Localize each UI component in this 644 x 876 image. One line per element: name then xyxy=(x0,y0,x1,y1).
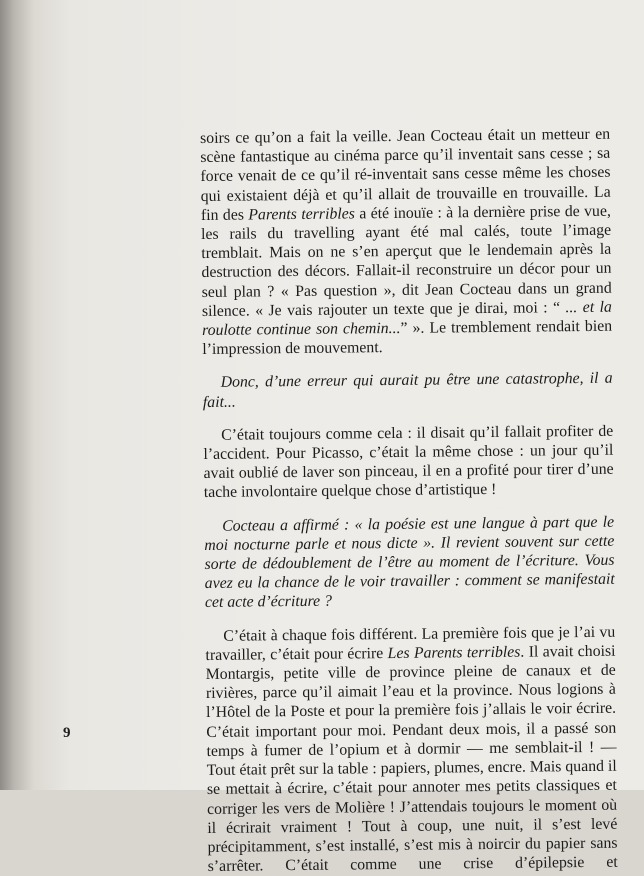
text-run: Donc, d’une erreur qui aurait pu être une catastrophe, il a fait... xyxy=(202,370,613,411)
italic-run: Les Parents terribles xyxy=(387,643,521,662)
text-run: C’était à chaque fois différent. La première fois que je l’ai vu travailler, c’était pour écrire xyxy=(205,623,616,664)
answer-paragraph xyxy=(205,622,618,876)
question-paragraph xyxy=(204,512,615,612)
text-run: a été inouïe : à la dernière prise de vue, les rails du travelling ayant été mal calés, toute l’image tremblait. Mais on ne s’en aperçut que le lendemain après la destruction des décors. Fallait-il reconstruire un décor pour un seul plan ? « Pas question », dit Jean Cocteau dans un grand silence. « Je vais rajouter un texte que je dirai, moi : “ xyxy=(201,202,612,320)
show-through-text xyxy=(250,95,580,121)
text-run: soirs ce qu’on a fait la veille. Jean Cocteau était un metteur en scène fantastique au cinéma parce qu’il inventait sans cesse ; sa force venait de ce qu’il ré-inventait sans cesse même les choses qui existaient déjà et qu’il allait de trouvaille en trouvaille. La fin des xyxy=(200,125,611,224)
italic-run: Parents terribles xyxy=(248,205,355,224)
question-paragraph xyxy=(203,369,613,412)
answer-paragraph xyxy=(203,422,614,503)
italic-run: ... et la roulotte continue son chemin... xyxy=(202,298,612,340)
page-number: 9 xyxy=(63,725,71,741)
text-run: ” ». Le tremblement rendait bien l’impression de mouvement. xyxy=(202,317,613,359)
text-run: C’était toujours comme cela : il disait qu’il fallait profiter de l’accident. Pour Picasso, c’était la même chose : un jour qu’il avait oublié de laver son pinceau, il en a profité pour tirer d’une tache involontaire quelque chose d’artistique ! xyxy=(203,422,614,502)
text-run: Cocteau a affirmé : « la poésie est une langue à part que le moi nocturne parle et nous dicte ». Il revient souvent sur cette sorte de dédoublement de l’être au moment de l’écriture. Vous avez eu la chance de le voir travailler : comment se manifestait cet acte d’écriture ? xyxy=(204,513,615,612)
answer-paragraph xyxy=(200,125,612,360)
page-text xyxy=(200,125,618,876)
text-run: . Il avait choisi Montargis, petite ville de province pleine de canaux et de rivières, parce qu’il aimait l’eau et la province. Nous logions à l’Hôtel de la Poste et pour la première fois j’allais le voir écrire. C’était important pour moi. Pendant deux mois, il a passé son temps à fumer de l’opium et à dormir — me semblait-il ! — Tout était prêt sur la table : papiers, plumes, encre. Mais quand il se mettait à écrire, c’était pour annoter mes petits classiques et corriger les vers de Molière ! J’attendais toujours le moment où il écrirait vraiment ! Tout à coup, une nuit, il s’est levé précipitamment, s’est installé, s’est mis à noircir du papier sans s’arrêter. C’était comme une crise d’épilepsie et xyxy=(205,642,618,876)
